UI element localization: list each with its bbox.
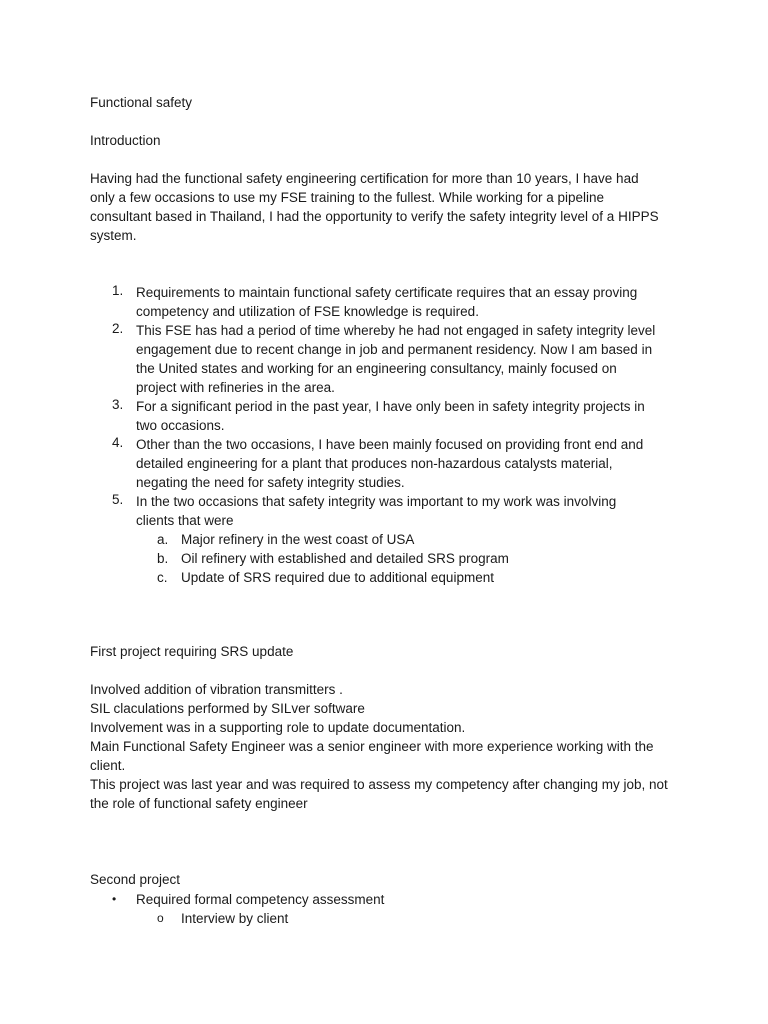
detail-line: Involved addition of vibration transmitters . <box>90 682 343 697</box>
paragraph-line: consultant based in Thailand, I had the opportunity to verify the safety integrity level of a HIPPS <box>90 209 659 224</box>
sublist-marker: c. <box>157 570 168 585</box>
list-item-line: the United states and working for an engineering consultancy, mainly focused on <box>136 361 617 376</box>
paragraph-line: only a few occasions to use my FSE training to the fullest. While working for a pipeline <box>90 190 604 205</box>
first-project-details <box>90 680 690 813</box>
list-item <box>0 283 768 321</box>
detail-line: This project was last year and was required to assess my competency after changing my job, not <box>90 777 668 792</box>
list-item-line: competency and utilization of FSE knowledge is required. <box>136 304 479 319</box>
sublist-text: Oil refinery with established and detailed SRS program <box>181 551 509 566</box>
list-marker: 3. <box>112 397 124 412</box>
sublist-item <box>157 549 768 568</box>
intro-paragraph <box>90 169 690 245</box>
document-title: Functional safety <box>90 95 193 110</box>
detail-line: SIL claculations performed by SILver software <box>90 701 365 716</box>
sublist-marker: a. <box>157 532 169 547</box>
list-item-line: This FSE has had a period of time whereby he had not engaged in safety integrity level <box>136 323 656 338</box>
list-item-line: In the two occasions that safety integrity was important to my work was involving <box>136 494 617 509</box>
list-item <box>0 435 768 492</box>
detail-line: the role of functional safety engineer <box>90 796 308 811</box>
list-item-line: project with refineries in the area. <box>136 380 335 395</box>
list-item <box>0 397 768 435</box>
bullet-text: Required formal competency assessment <box>136 892 385 907</box>
list-marker: 5. <box>112 492 124 507</box>
list-item-line: For a significant period in the past year, I have only been in safety integrity projects in <box>136 399 645 414</box>
paragraph-line: Having had the functional safety engineering certification for more than 10 years, I have had <box>90 171 639 186</box>
list-item-line: two occasions. <box>136 418 225 433</box>
list-item-line: detailed engineering for a plant that produces non-hazardous catalysts material, <box>136 456 613 471</box>
sublist-item <box>157 568 768 587</box>
lettered-sublist <box>136 530 768 587</box>
intro-heading: Introduction <box>90 133 161 148</box>
list-item-line: Requirements to maintain functional safety certificate requires that an essay proving <box>136 285 638 300</box>
list-item-line: Other than the two occasions, I have been mainly focused on providing front end and <box>136 437 644 452</box>
list-item-line: clients that were <box>136 513 234 528</box>
list-item <box>0 492 768 587</box>
sublist-item <box>157 530 768 549</box>
sub-bullet-marker: o <box>157 911 164 925</box>
sublist-text: Major refinery in the west coast of USA <box>181 532 415 547</box>
sub-bullet-item <box>157 909 768 928</box>
numbered-list <box>0 283 768 587</box>
first-project-heading: First project requiring SRS update <box>90 644 294 659</box>
list-marker: 1. <box>112 283 124 298</box>
sublist-text: Update of SRS required due to additional equipment <box>181 570 494 585</box>
paragraph-line: system. <box>90 228 137 243</box>
sub-bullet-text: Interview by client <box>181 911 289 926</box>
list-item <box>0 321 768 397</box>
list-marker: 4. <box>112 435 124 450</box>
list-item-line: negating the need for safety integrity studies. <box>136 475 405 490</box>
second-project-heading: Second project <box>90 872 181 887</box>
detail-line: Involvement was in a supporting role to update documentation. <box>90 720 466 735</box>
detail-line: client. <box>90 758 126 773</box>
bullet-list <box>0 890 768 928</box>
sublist-marker: b. <box>157 551 169 566</box>
list-item-line: engagement due to recent change in job and permanent residency. Now I am based in <box>136 342 653 357</box>
detail-line: Main Functional Safety Engineer was a senior engineer with more experience working with the <box>90 739 654 754</box>
list-marker: 2. <box>112 321 124 336</box>
bullet-marker: • <box>112 892 117 906</box>
bullet-item <box>112 890 768 909</box>
